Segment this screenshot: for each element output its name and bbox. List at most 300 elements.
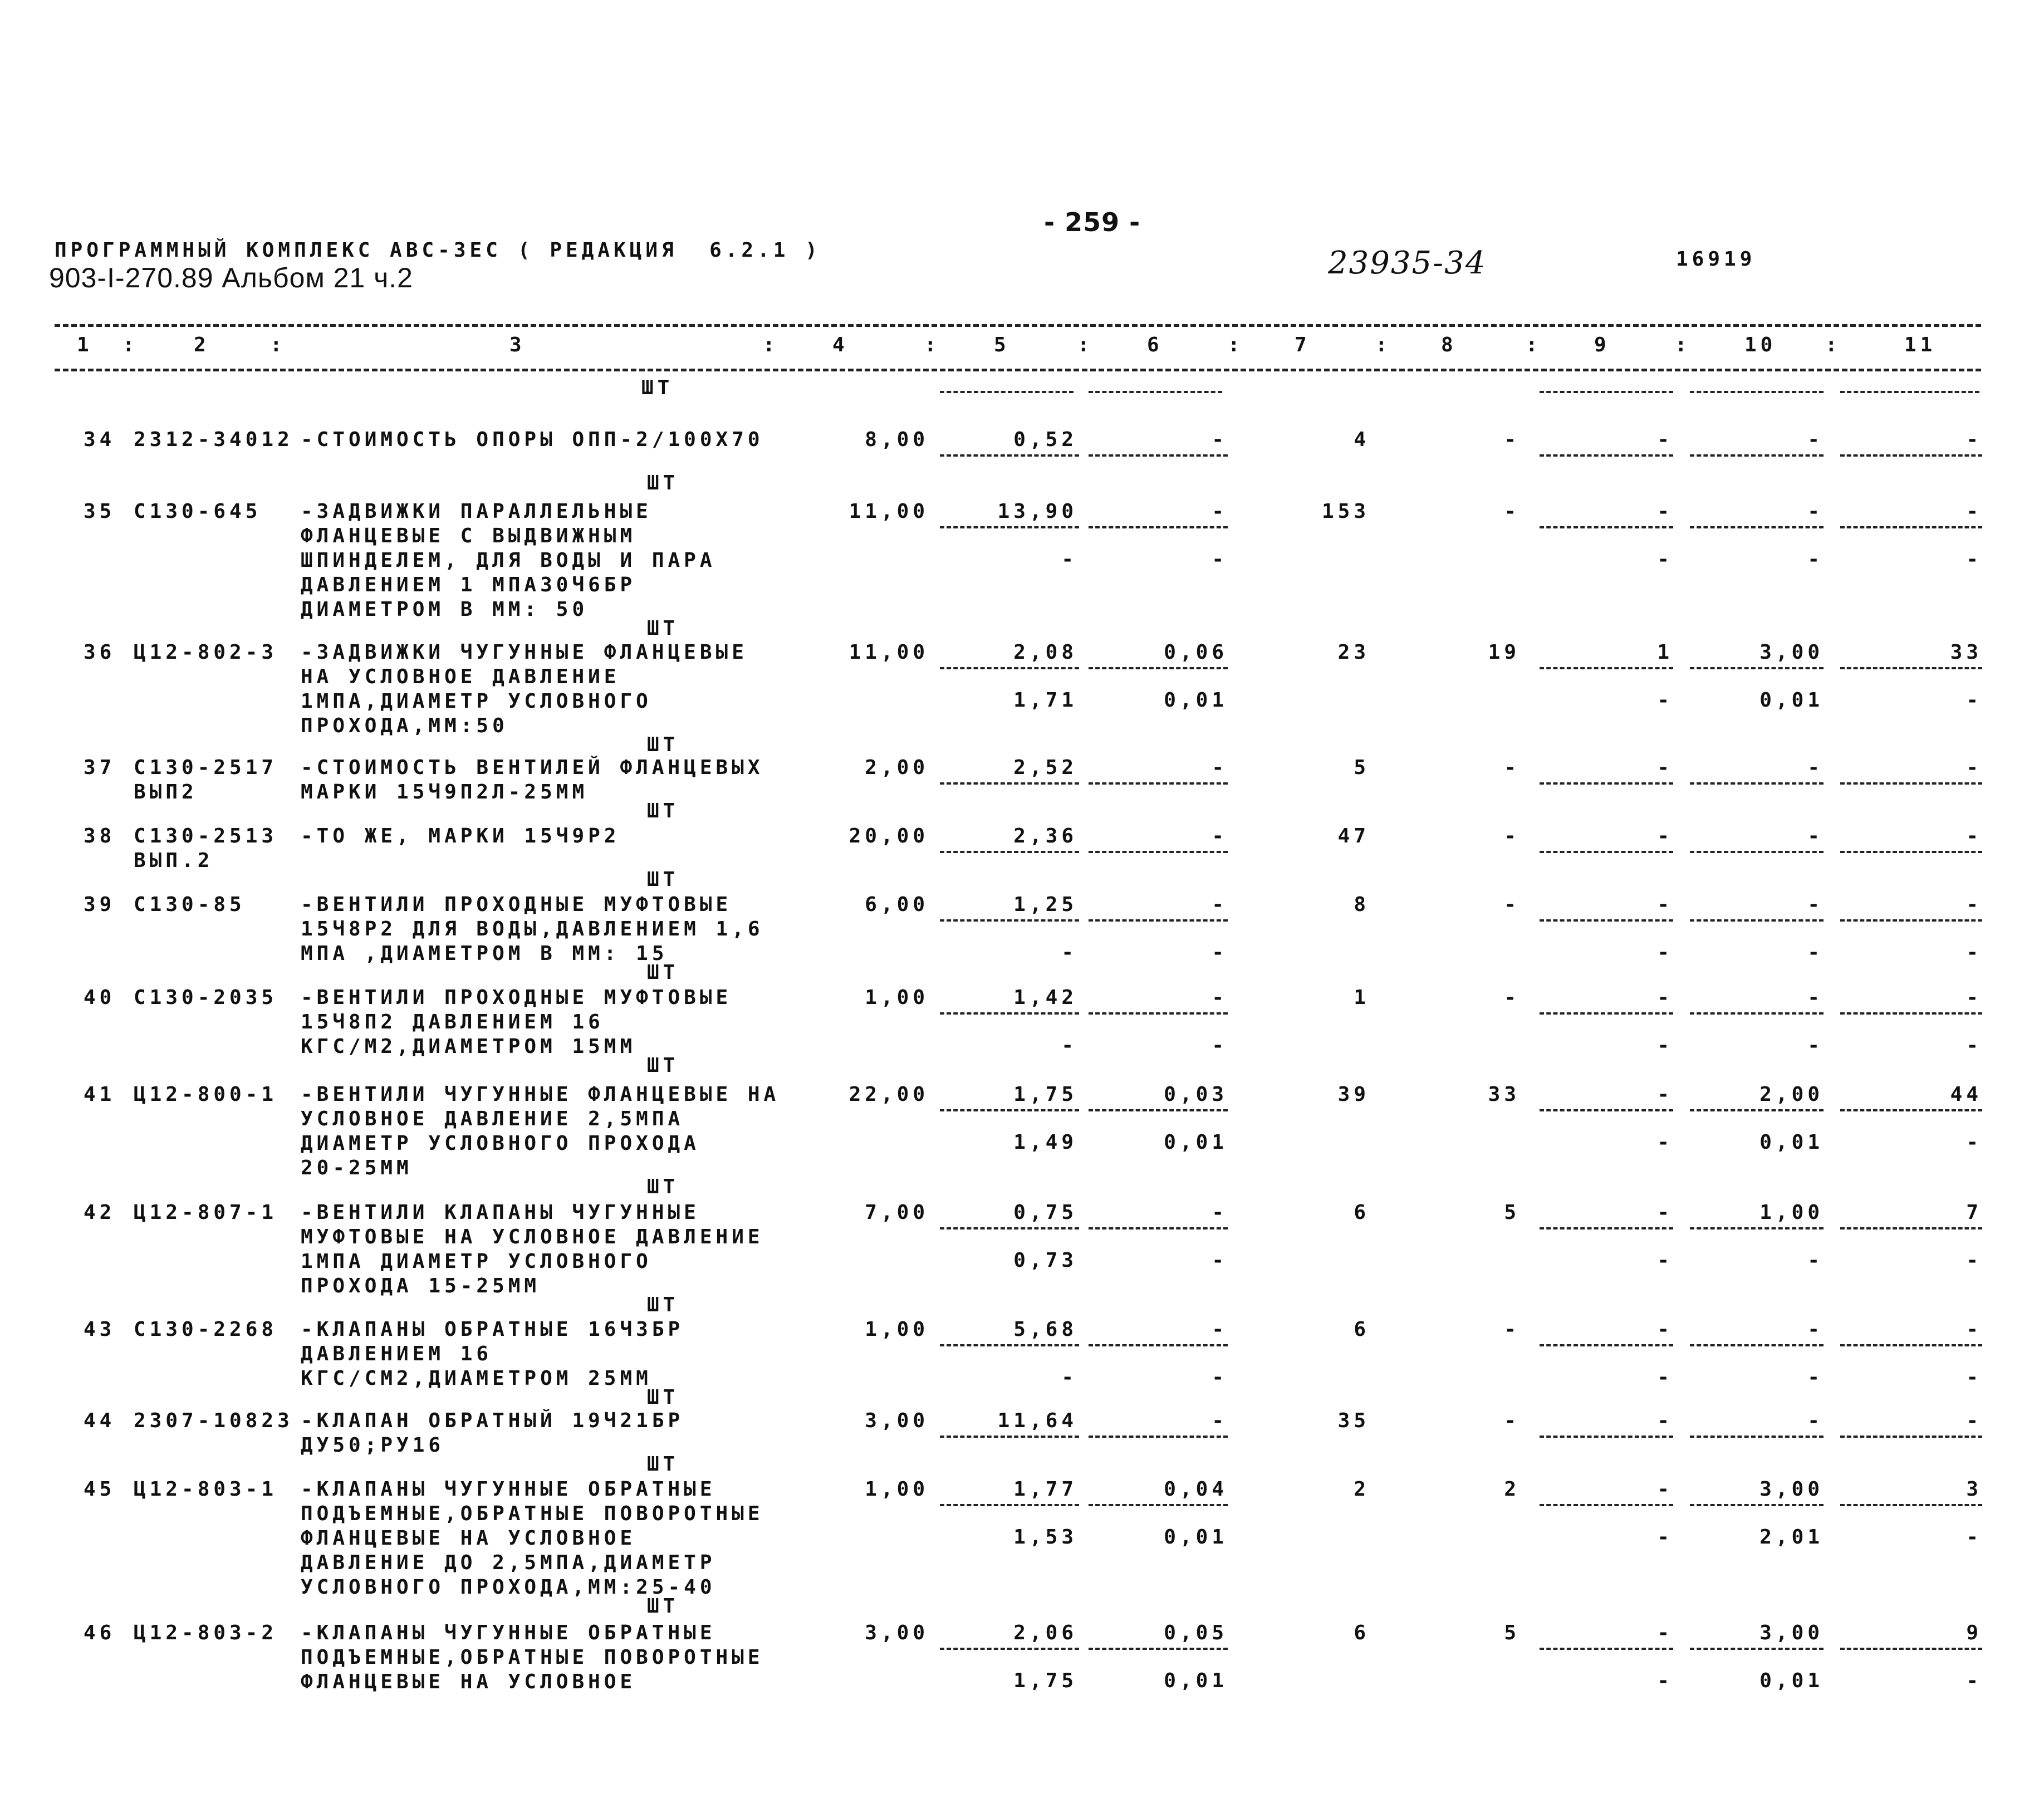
item-description: ДАВЛЕНИЕ ДО 2,5МПА,ДИАМЕТР (301, 1551, 716, 1574)
labor-cost: 1,00 (1759, 1201, 1824, 1224)
item-description: -ВЕНТИЛИ ПРОХОДНЫЕ МУФТОВЫЕ (301, 986, 732, 1009)
labor-cost: - (1807, 428, 1824, 451)
item-description: УСЛОВНОЕ ДАВЛЕНИЕ 2,5МПА (301, 1108, 684, 1130)
wages-total: 5 (1504, 1201, 1520, 1224)
subtotal-line (1840, 1504, 1982, 1506)
item-description: НА УСЛОВНОЕ ДАВЛЕНИЕ (301, 665, 620, 688)
item-description: 15Ч8Р2 ДЛЯ ВОДЫ,ДАВЛЕНИЕМ 1,6 (301, 918, 764, 940)
labor-total: - (1966, 500, 1982, 523)
column-separator: : (122, 334, 139, 356)
unit-label: ШТ (647, 1386, 679, 1409)
subtotal-line (1540, 1436, 1673, 1438)
item-description: 20-25ММ (301, 1157, 413, 1179)
norm-code: С130-85 (134, 893, 246, 916)
wages-total: 5 (1504, 1621, 1520, 1644)
subtotal-line (1690, 1012, 1824, 1015)
unit-price-total: 13,90 (997, 500, 1077, 523)
labor-cost: 3,00 (1759, 1621, 1824, 1644)
quantity: 1,00 (865, 1478, 929, 1501)
item-description: -КЛАПАНЫ ОБРАТНЫЕ 16Ч3БР (301, 1318, 684, 1341)
unit-price-machine-wages: - (1212, 941, 1228, 964)
unit-price-total: 5,68 (1013, 1318, 1077, 1341)
unit-price-machines: - (1212, 825, 1228, 847)
item-description: ДАВЛЕНИЕМ 16 (301, 1343, 493, 1365)
unit-price-total: 1,77 (1013, 1478, 1077, 1501)
labor-total: - (1966, 1318, 1982, 1341)
labor-total: - (1966, 986, 1982, 1009)
subtotal-line (1840, 1648, 1982, 1650)
labor-total: 3 (1966, 1478, 1982, 1501)
item-description: -КЛАПАНЫ ЧУГУННЫЕ ОБРАТНЫЕ (301, 1478, 716, 1501)
labor-machine-total: - (1966, 1131, 1982, 1154)
norm-code: С130-2268 (134, 1318, 278, 1341)
subtotal-line (1540, 1227, 1673, 1229)
quantity: 6,00 (865, 893, 929, 916)
column-separator: : (924, 334, 940, 356)
labor-machine-total: - (1966, 1034, 1982, 1057)
subtotal-line (1690, 919, 1824, 922)
labor-total: 33 (1950, 641, 1982, 664)
subtotal-line (1540, 1504, 1673, 1506)
labor-machine: - (1807, 1366, 1824, 1389)
column-number: 9 (1594, 334, 1610, 356)
unit-price-wages: 1,49 (1013, 1131, 1077, 1154)
labor-cost: - (1807, 500, 1824, 523)
total-cost: 153 (1321, 500, 1370, 523)
unit-price-machines: 0,05 (1164, 1621, 1228, 1644)
subtotal-line (1840, 1227, 1982, 1229)
page-number: - 259 - (1044, 207, 1141, 237)
column-number: 7 (1295, 334, 1311, 356)
labor-cost: - (1807, 893, 1824, 916)
total-cost: 8 (1354, 893, 1370, 916)
subtotal-line (1840, 454, 1982, 457)
labor-total: - (1966, 825, 1982, 847)
labor-cost: - (1807, 1318, 1824, 1341)
total-cost: 39 (1337, 1083, 1370, 1106)
quantity: 3,00 (865, 1621, 929, 1644)
quantity: 20,00 (849, 825, 929, 847)
column-number: 1 (77, 334, 93, 356)
row-number: 44 (84, 1409, 116, 1432)
quantity: 8,00 (865, 428, 929, 451)
item-description: ПОДЪЕМНЫЕ,ОБРАТНЫЕ ПОВОРОТНЫЕ (301, 1646, 764, 1669)
wages-total: 19 (1488, 641, 1520, 664)
norm-code: С130-2513 ВЫП.2 (134, 825, 278, 872)
subtotal-line (1089, 526, 1228, 528)
labor-machine: - (1807, 1034, 1824, 1057)
norm-code: С130-645 (134, 500, 262, 523)
machine-wages-total: - (1657, 1249, 1673, 1272)
top-subtotal-line (1840, 391, 1979, 393)
unit-price-wages: - (1061, 941, 1077, 964)
unit-label: ШТ (647, 472, 679, 494)
sheet-code: 16919 (1676, 248, 1756, 271)
row-number: 46 (84, 1621, 116, 1644)
wages-total: - (1504, 756, 1520, 779)
subtotal-line (940, 526, 1079, 528)
subtotal-line (940, 919, 1079, 922)
machine-wages-total: - (1657, 1131, 1673, 1154)
labor-machine-total: - (1966, 1366, 1982, 1389)
subtotal-line (1540, 1109, 1673, 1111)
total-cost: 6 (1354, 1201, 1370, 1224)
item-description: ФЛАНЦЕВЫЕ С ВЫДВИЖНЫМ (301, 525, 636, 547)
column-separator: : (763, 334, 779, 356)
subtotal-line (1540, 851, 1673, 853)
unit-price-machines: - (1212, 1201, 1228, 1224)
subtotal-line (1089, 1012, 1228, 1015)
unit-price-machines: 0,03 (1164, 1083, 1228, 1106)
item-description: 1МПА,ДИАМЕТР УСЛОВНОГО (301, 690, 652, 713)
quantity: 22,00 (849, 1083, 929, 1106)
edition-label: ( РЕДАКЦИЯ 6.2.1 ) (518, 239, 821, 262)
subtotal-line (1690, 782, 1824, 785)
unit-price-machines: - (1212, 428, 1228, 451)
item-description: -СТОИМОСТЬ ВЕНТИЛЕЙ ФЛАНЦЕВЫХ (301, 756, 764, 779)
subtotal-line (1840, 1344, 1982, 1346)
total-cost: 35 (1337, 1409, 1370, 1432)
machines-total: - (1657, 1083, 1673, 1106)
norm-code: Ц12-807-1 (134, 1201, 278, 1224)
labor-cost: - (1807, 986, 1824, 1009)
unit-price-machines: - (1212, 1409, 1228, 1432)
unit-price-machines: - (1212, 1318, 1228, 1341)
norm-code: С130-2517 ВЫП2 (134, 756, 278, 804)
column-separator: : (1228, 334, 1244, 356)
machines-total: - (1657, 1201, 1673, 1224)
column-number: 10 (1744, 334, 1777, 356)
subtotal-line (940, 1012, 1079, 1015)
unit-label: ШТ (647, 961, 679, 984)
unit-price-machine-wages: - (1212, 548, 1228, 571)
unit-price-wages: 1,75 (1013, 1669, 1077, 1692)
quantity: 2,00 (865, 756, 929, 779)
unit-price-machine-wages: 0,01 (1164, 1526, 1228, 1549)
norm-code: Ц12-800-1 (134, 1083, 278, 1106)
unit-price-wages: 1,71 (1013, 689, 1077, 712)
machines-total: - (1657, 893, 1673, 916)
labor-machine-total: - (1966, 1526, 1982, 1549)
labor-machine: - (1807, 941, 1824, 964)
item-description: -ВЕНТИЛИ ЧУГУННЫЕ ФЛАНЦЕВЫЕ НА (301, 1083, 780, 1106)
item-description: ДИАМЕТР УСЛОВНОГО ПРОХОДА (301, 1132, 700, 1155)
unit-price-total: 1,42 (1013, 986, 1077, 1009)
subtotal-line (1089, 1504, 1228, 1506)
subtotal-line (1690, 526, 1824, 528)
norm-code: 2307-10823 (134, 1409, 293, 1432)
album-reference: 903-I-270.89 Альбом 21 ч.2 (49, 262, 413, 293)
unit-price-machines: 0,04 (1164, 1478, 1228, 1501)
row-number: 41 (84, 1083, 116, 1106)
machines-total: - (1657, 756, 1673, 779)
labor-machine-total: - (1966, 689, 1982, 712)
row-number: 36 (84, 641, 116, 664)
labor-total: 9 (1966, 1621, 1982, 1644)
machines-total: - (1657, 500, 1673, 523)
subtotal-line (1840, 782, 1982, 785)
subtotal-line (1840, 667, 1982, 669)
unit-price-machine-wages: 0,01 (1164, 689, 1228, 712)
unit-label: ШТ (647, 1453, 679, 1476)
labor-total: 44 (1950, 1083, 1982, 1106)
row-number: 43 (84, 1318, 116, 1341)
column-number: 11 (1904, 334, 1937, 356)
top-unit-label: ШТ (641, 376, 674, 399)
column-separator: : (1077, 334, 1094, 356)
subtotal-line (1690, 1504, 1824, 1506)
quantity: 11,00 (849, 500, 929, 523)
subtotal-line (940, 1648, 1079, 1650)
subtotal-line (1540, 1012, 1673, 1015)
total-cost: 23 (1337, 641, 1370, 664)
item-description: МАРКИ 15Ч9П2Л-25ММ (301, 781, 589, 804)
item-description: ДИАМЕТРОМ В ММ: 50 (301, 598, 589, 621)
unit-label: ШТ (647, 800, 679, 822)
top-subtotal-line (1540, 391, 1673, 393)
labor-cost: 3,00 (1759, 1478, 1824, 1501)
machines-total: - (1657, 428, 1673, 451)
subtotal-line (1840, 1109, 1982, 1111)
unit-label: ШТ (647, 1175, 679, 1198)
wages-total: - (1504, 986, 1520, 1009)
item-description: КГС/М2,ДИАМЕТРОМ 15ММ (301, 1035, 636, 1058)
subtotal-line (940, 1227, 1079, 1229)
labor-cost: - (1807, 756, 1824, 779)
unit-price-total: 0,52 (1013, 428, 1077, 451)
unit-price-machine-wages: - (1212, 1034, 1228, 1057)
subtotal-line (1089, 1227, 1228, 1229)
labor-machine: 0,01 (1759, 689, 1824, 712)
unit-label: ШТ (647, 868, 679, 891)
wages-total: 33 (1488, 1083, 1520, 1106)
subtotal-line (1690, 1436, 1824, 1438)
wages-total: - (1504, 428, 1520, 451)
total-cost: 2 (1354, 1478, 1370, 1501)
row-number: 35 (84, 500, 116, 523)
subtotal-line (1089, 454, 1228, 457)
item-description: МПА ,ДИАМЕТРОМ В ММ: 15 (301, 942, 668, 965)
machine-wages-total: - (1657, 1034, 1673, 1057)
subtotal-line (1840, 851, 1982, 853)
subtotal-line (940, 667, 1079, 669)
header-bottom-rule (55, 369, 1981, 371)
total-cost: 4 (1354, 428, 1370, 451)
total-cost: 6 (1354, 1318, 1370, 1341)
machine-wages-total: - (1657, 1526, 1673, 1549)
document-code: 23935-34 (1328, 245, 1487, 281)
item-description: -ТО ЖЕ, МАРКИ 15Ч9Р2 (301, 825, 620, 847)
unit-price-machines: 0,06 (1164, 641, 1228, 664)
unit-label: ШТ (647, 733, 679, 756)
row-number: 38 (84, 825, 116, 847)
row-number: 42 (84, 1201, 116, 1224)
subtotal-line (1840, 526, 1982, 528)
column-number: 8 (1441, 334, 1457, 356)
unit-price-total: 1,75 (1013, 1083, 1077, 1106)
labor-machine: 2,01 (1759, 1526, 1824, 1549)
row-number: 37 (84, 756, 116, 779)
item-description: -СТОИМОСТЬ ОПОРЫ ОПП-2/100Х70 (301, 428, 764, 451)
column-number: 3 (509, 334, 526, 356)
column-separator: : (1526, 334, 1542, 356)
item-description: ДУ50;РУ16 (301, 1434, 445, 1457)
top-subtotal-line (1690, 391, 1824, 393)
subtotal-line (1540, 526, 1673, 528)
item-description: ПРОХОДА 15-25ММ (301, 1275, 541, 1297)
unit-price-total: 2,36 (1013, 825, 1077, 847)
subtotal-line (1690, 667, 1824, 669)
subtotal-line (1690, 454, 1824, 457)
machines-total: - (1657, 1318, 1673, 1341)
unit-price-wages: - (1061, 548, 1077, 571)
norm-code: 2312-34012 (134, 428, 293, 451)
total-cost: 47 (1337, 825, 1370, 847)
column-separator: : (270, 334, 286, 356)
unit-label: ШТ (647, 1595, 679, 1618)
machines-total: - (1657, 1621, 1673, 1644)
labor-total: - (1966, 428, 1982, 451)
machine-wages-total: - (1657, 1366, 1673, 1389)
unit-price-machine-wages: 0,01 (1164, 1669, 1228, 1692)
unit-price-machines: - (1212, 986, 1228, 1009)
item-description: -ЗАДВИЖКИ ЧУГУННЫЕ ФЛАНЦЕВЫЕ (301, 641, 748, 664)
unit-price-total: 2,06 (1013, 1621, 1077, 1644)
item-description: ПРОХОДА,ММ:50 (301, 714, 508, 737)
labor-machine-total: - (1966, 548, 1982, 571)
row-number: 45 (84, 1478, 116, 1501)
subtotal-line (1540, 667, 1673, 669)
norm-code: Ц12-803-1 (134, 1478, 278, 1501)
labor-machine-total: - (1966, 941, 1982, 964)
unit-price-wages: 0,73 (1013, 1249, 1077, 1272)
column-number: 2 (194, 334, 210, 356)
labor-machine: 0,01 (1759, 1669, 1824, 1692)
labor-machine-total: - (1966, 1249, 1982, 1272)
subtotal-line (940, 782, 1079, 785)
labor-total: - (1966, 1409, 1982, 1432)
subtotal-line (1089, 1436, 1228, 1438)
column-separator: : (1675, 334, 1691, 356)
item-description: -ЗАДВИЖКИ ПАРАЛЛЕЛЬНЫЕ (301, 500, 652, 523)
machine-wages-total: - (1657, 1669, 1673, 1692)
item-description: -КЛАПАН ОБРАТНЫЙ 19Ч21БР (301, 1409, 684, 1432)
machine-wages-total: - (1657, 689, 1673, 712)
labor-cost: - (1807, 1409, 1824, 1432)
norm-code: Ц12-802-3 (134, 641, 278, 664)
wages-total: - (1504, 825, 1520, 847)
subtotal-line (1089, 667, 1228, 669)
subtotal-line (1690, 1648, 1824, 1650)
subtotal-line (1840, 919, 1982, 922)
item-description: -КЛАПАНЫ ЧУГУННЫЕ ОБРАТНЫЕ (301, 1621, 716, 1644)
subtotal-line (1690, 1109, 1824, 1111)
item-description: ФЛАНЦЕВЫЕ НА УСЛОВНОЕ (301, 1670, 636, 1693)
wages-total: - (1504, 500, 1520, 523)
machine-wages-total: - (1657, 941, 1673, 964)
labor-cost: - (1807, 825, 1824, 847)
subtotal-line (1540, 1648, 1673, 1650)
program-title: ПРОГРАММНЫЙ КОМПЛЕКС АВС-3ЕС (55, 239, 502, 262)
subtotal-line (1540, 1344, 1673, 1346)
labor-cost: 3,00 (1759, 641, 1824, 664)
column-separator: : (1825, 334, 1841, 356)
machines-total: 1 (1657, 641, 1673, 664)
quantity: 1,00 (865, 1318, 929, 1341)
subtotal-line (1540, 919, 1673, 922)
unit-price-machines: - (1212, 756, 1228, 779)
quantity: 3,00 (865, 1409, 929, 1432)
subtotal-line (940, 1344, 1079, 1346)
unit-price-total: 2,08 (1013, 641, 1077, 664)
column-number: 4 (832, 334, 849, 356)
unit-price-total: 1,25 (1013, 893, 1077, 916)
subtotal-line (1089, 919, 1228, 922)
labor-machine: - (1807, 548, 1824, 571)
unit-price-machines: - (1212, 500, 1228, 523)
labor-total: - (1966, 756, 1982, 779)
subtotal-line (940, 454, 1079, 457)
subtotal-line (1089, 782, 1228, 785)
column-number: 5 (994, 334, 1010, 356)
machines-total: - (1657, 1478, 1673, 1501)
norm-code: С130-2035 (134, 986, 278, 1009)
item-description: 1МПА ДИАМЕТР УСЛОВНОГО (301, 1250, 652, 1273)
unit-label: ШТ (647, 617, 679, 640)
item-description: КГС/СМ2,ДИАМЕТРОМ 25ММ (301, 1367, 652, 1390)
unit-price-machine-wages: - (1212, 1366, 1228, 1389)
unit-price-wages: 1,53 (1013, 1526, 1077, 1549)
wages-total: - (1504, 893, 1520, 916)
unit-label: ШТ (647, 1294, 679, 1316)
unit-price-total: 2,52 (1013, 756, 1077, 779)
total-cost: 6 (1354, 1621, 1370, 1644)
subtotal-line (940, 851, 1079, 853)
subtotal-line (1690, 1344, 1824, 1346)
wages-total: - (1504, 1318, 1520, 1341)
quantity: 7,00 (865, 1201, 929, 1224)
labor-total: - (1966, 893, 1982, 916)
subtotal-line (940, 1109, 1079, 1111)
wages-total: - (1504, 1409, 1520, 1432)
item-description: ШПИНДЕЛЕМ, ДЛЯ ВОДЫ И ПАРА (301, 549, 716, 572)
subtotal-line (1089, 1344, 1228, 1346)
top-subtotal-line (940, 391, 1074, 393)
row-number: 34 (84, 428, 116, 451)
subtotal-line (1690, 1227, 1824, 1229)
subtotal-line (1840, 1436, 1982, 1438)
labor-total: 7 (1966, 1201, 1982, 1224)
item-description: ПОДЪЕМНЫЕ,ОБРАТНЫЕ ПОВОРОТНЫЕ (301, 1502, 764, 1525)
subtotal-line (1540, 782, 1673, 785)
item-description: ФЛАНЦЕВЫЕ НА УСЛОВНОЕ (301, 1527, 636, 1550)
subtotal-line (1089, 1109, 1228, 1111)
item-description: ДАВЛЕНИЕМ 1 МПА30Ч6БР (301, 574, 636, 596)
unit-price-wages: - (1061, 1366, 1077, 1389)
column-separator: : (1375, 334, 1391, 356)
subtotal-line (940, 1504, 1079, 1506)
unit-price-machine-wages: - (1212, 1249, 1228, 1272)
labor-machine-total: - (1966, 1669, 1982, 1692)
norm-code: Ц12-803-2 (134, 1621, 278, 1644)
unit-price-wages: - (1061, 1034, 1077, 1057)
machine-wages-total: - (1657, 548, 1673, 571)
machines-total: - (1657, 1409, 1673, 1432)
labor-machine: - (1807, 1249, 1824, 1272)
subtotal-line (940, 1436, 1079, 1438)
unit-price-machine-wages: 0,01 (1164, 1131, 1228, 1154)
total-cost: 1 (1354, 986, 1370, 1009)
